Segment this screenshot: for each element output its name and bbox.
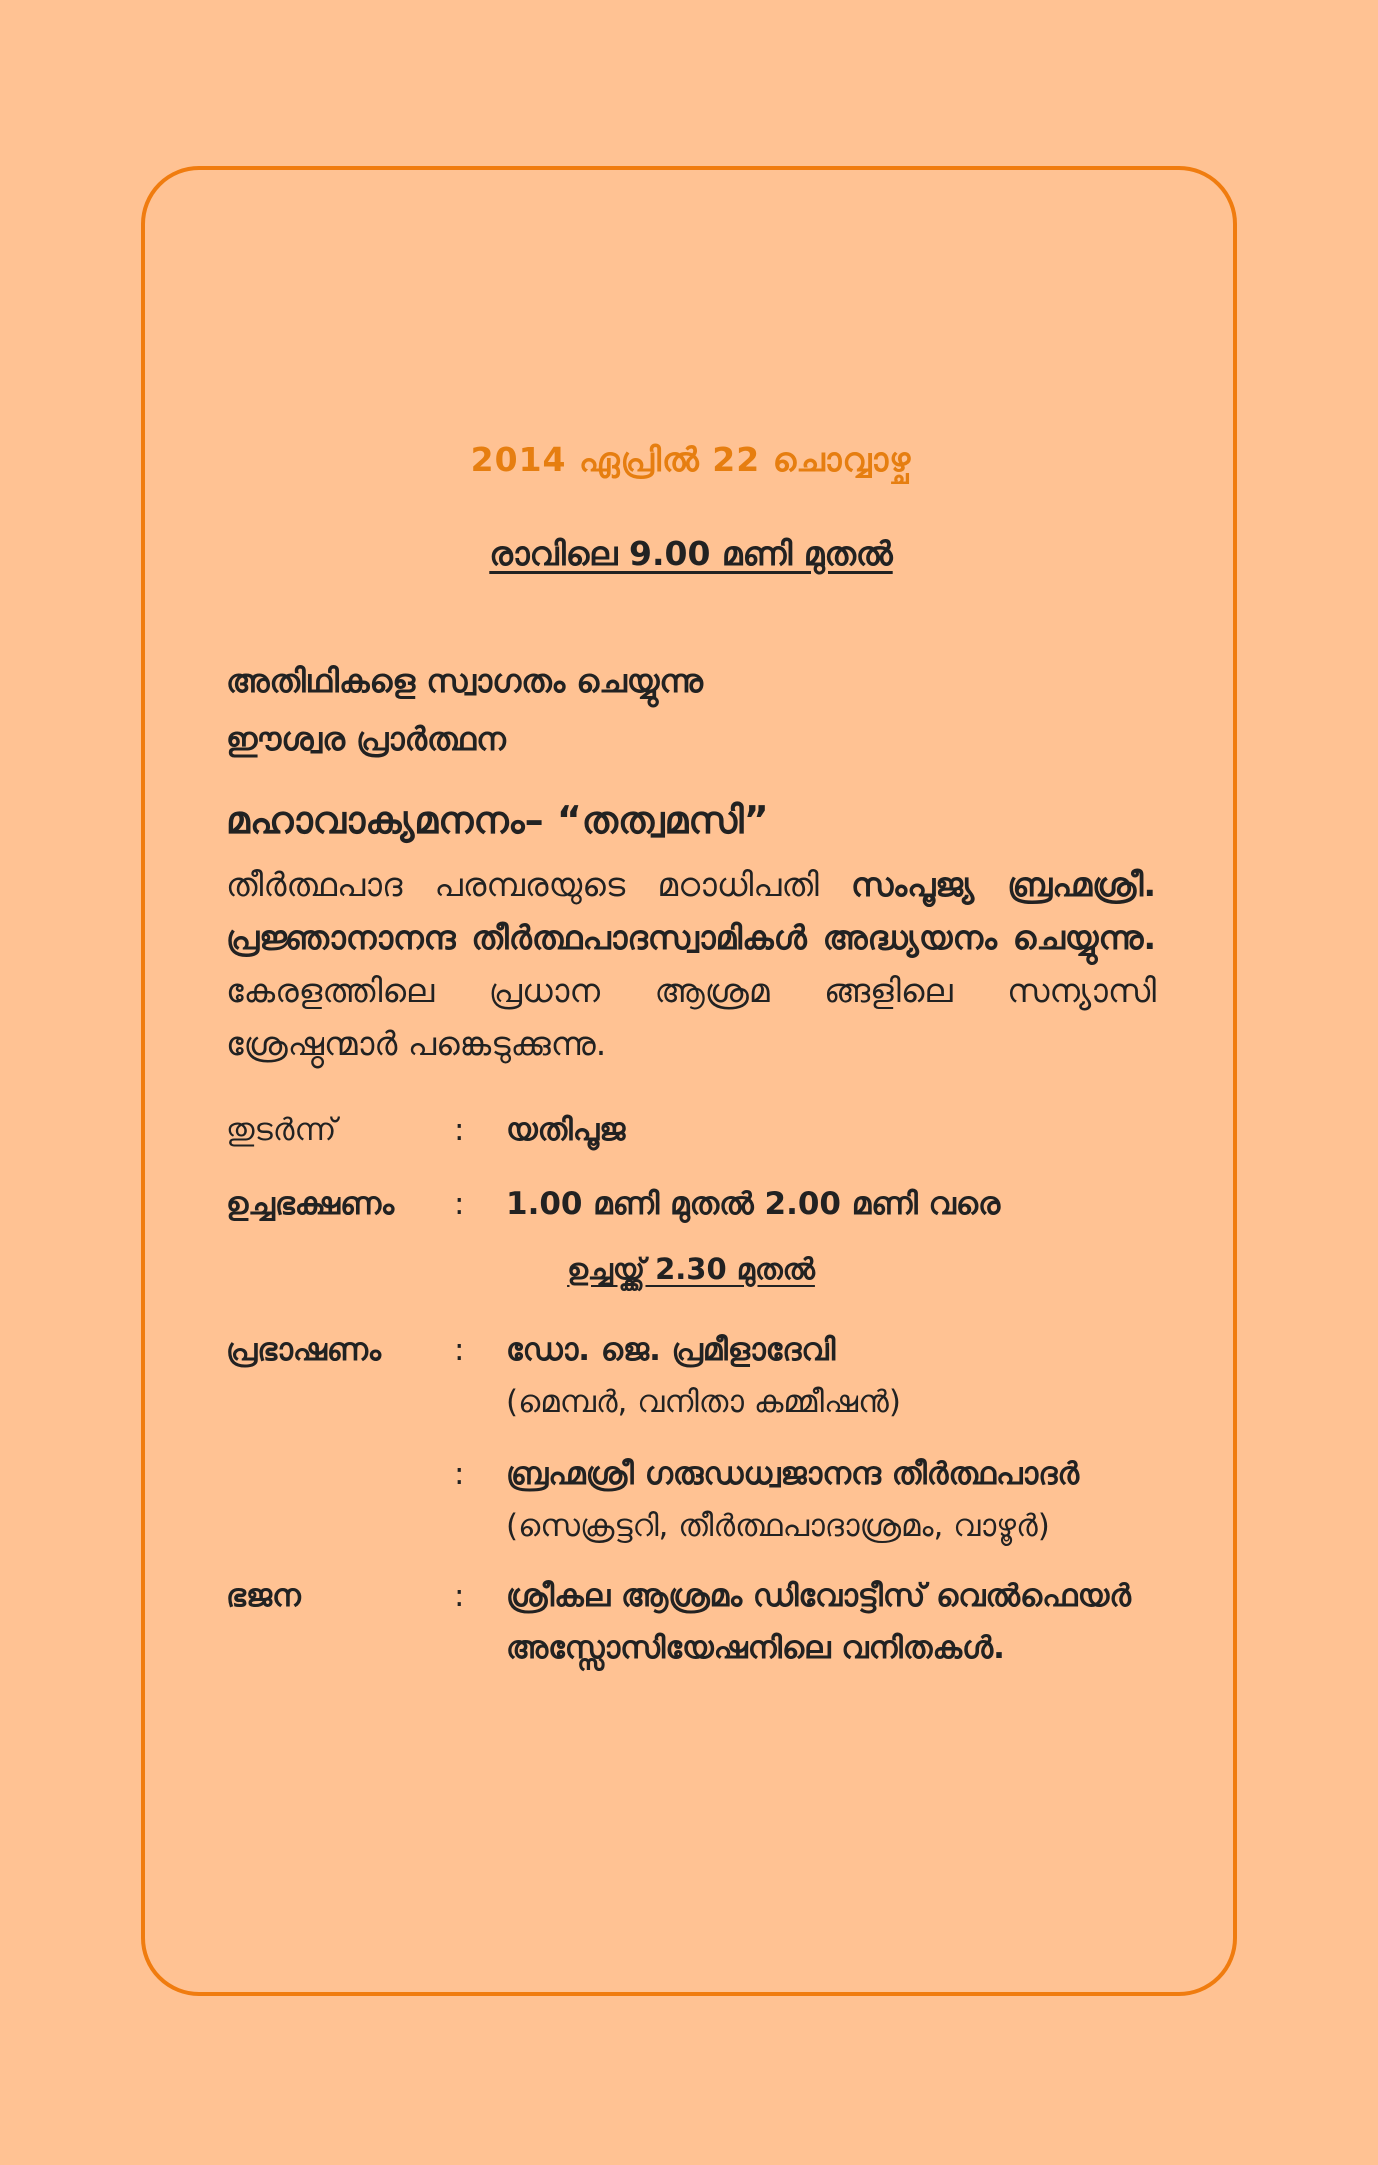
mahavakya-heading: മഹാവാക്യമനനം– “തത്വമസി” [226,798,769,842]
speaker-role: (സെക്രട്ടറി, തീർത്ഥപാദാശ്രമം, വാഴൂർ) [506,1508,1050,1544]
colon-separator: : [454,1186,465,1222]
colon-separator: : [454,1332,465,1368]
paragraph-text-2: കേരളത്തിലെ പ്രധാന ആശ്രമ ങ്ങളിലെ സന്യാസി ശ്രേഷ്ഠന്മാർ പങ്കെടുക്കുന്നു. [226,971,1156,1063]
schedule-label: ഉച്ചഭക്ഷണം [226,1186,395,1222]
date-line: 2014 ഏപ്രിൽ 22 ചൊവ്വാഴ്ച [470,440,912,479]
colon-separator: : [454,1578,465,1614]
paragraph-text-1: തീർത്ഥപാദ പരമ്പരയുടെ മഠാധിപതി [226,865,851,904]
schedule-label: തുടർന്ന് [226,1112,337,1148]
welcome-line: അതിഥികളെ സ്വാഗതം ചെയ്യുന്നു [226,662,704,700]
speaker-name: ബ്രഹ്മശ്രീ ഗരുഡധ്വജാനന്ദ തീർത്ഥപാദർ [506,1456,1080,1492]
speaker-block [506,1448,1156,1552]
speaker-block [506,1324,1156,1428]
colon-separator: : [454,1112,465,1148]
morning-heading: രാവിലെ 9.00 മണി മുതൽ [489,534,893,573]
schedule-value: യതിപൂജ [506,1112,626,1148]
speaker-role: (മെമ്പർ, വനിതാ കമ്മീഷൻ) [506,1384,901,1420]
schedule-label: പ്രഭാഷണം [226,1332,382,1368]
schedule-value: 1.00 മണി മുതൽ 2.00 മണി വരെ [506,1186,1001,1222]
prayer-line: ഈശ്വര പ്രാർത്ഥന [226,720,506,758]
schedule-value: ശ്രീകല ആശ്രമം ഡിവോട്ടീസ് വെൽഫെയർ അസ്സോസിയേഷനിലെ വനിതകൾ. [506,1578,1131,1666]
afternoon-heading: ഉച്ചയ്ക്ക് 2.30 മുതൽ [567,1252,815,1286]
colon-separator: : [454,1456,465,1492]
schedule-label: ഭജന [226,1578,301,1614]
description-paragraph [226,858,1156,1070]
paragraph-text-bold: സംപൂജ്യ ബ്രഹ്മശ്രീ. പ്രജ്ഞാനാനന്ദ തീർത്ഥപാദസ്വാമികൾ അദ്ധ്യയനം ചെയ്യുന്നു. [226,865,1156,957]
speaker-name: ഡോ. ജെ. പ്രമീളാദേവി [506,1332,836,1368]
